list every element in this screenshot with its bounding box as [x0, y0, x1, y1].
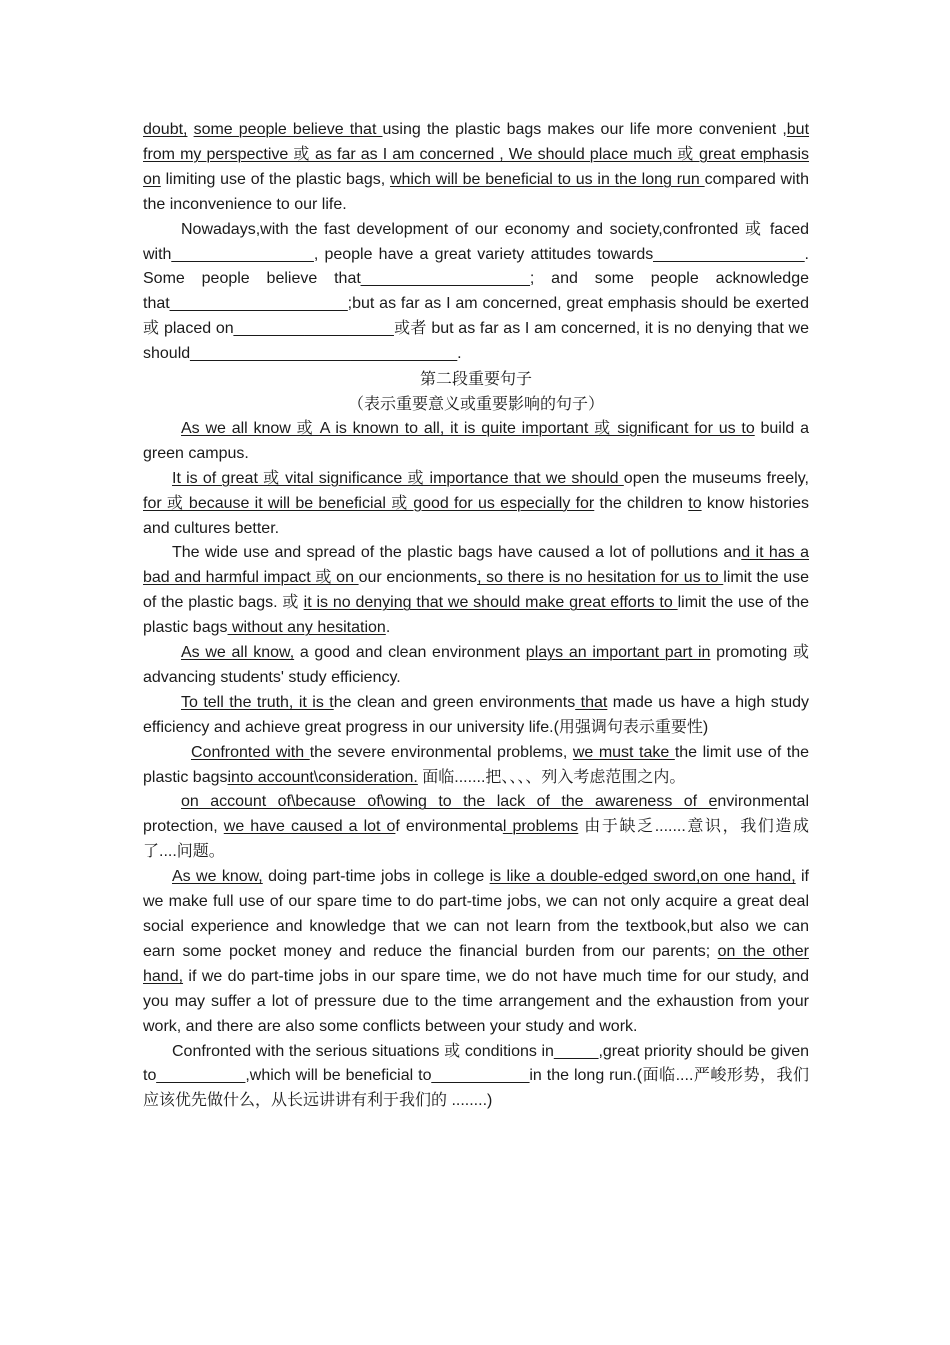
phrase: As we all know 或 A is known to all, it is quite important 或 significant for us to	[181, 419, 755, 437]
paragraph-1	[143, 118, 809, 218]
text: our encionments	[358, 569, 478, 587]
text: open the museums freely,	[623, 469, 809, 487]
paragraph-10	[143, 865, 809, 1039]
phrase: which will be beneficial to us in the long run	[389, 170, 705, 188]
text: compared with the inconvenience to our life.	[143, 170, 810, 213]
text: he clean and green environments	[333, 693, 576, 711]
phrase: , so there is no hesitation for us to	[477, 569, 724, 587]
phrase: Confronted with	[191, 743, 310, 761]
phrase: for 或 because it will be beneficial 或 good for us especially for	[143, 494, 595, 512]
document-page	[143, 118, 809, 1114]
section-heading: 第二段重要句子	[419, 369, 532, 389]
phrase: on the other hand,	[143, 942, 809, 985]
paragraph-8	[143, 741, 809, 791]
paragraph-5	[143, 541, 809, 641]
text: know histories and cultures better.	[143, 494, 809, 537]
text: limit the use of the plastic bags. 或	[143, 569, 809, 612]
paragraph-3	[143, 417, 809, 467]
phrase: without any hesitation	[227, 619, 386, 637]
text: 由于缺乏.......意识，我们造成了....问题。	[143, 818, 809, 861]
text: if we make full use of our spare time to do part-time jobs, we can not only acquire a great deal social experience and knowledge that we can not learn from the textbook,but also we can earn some pocket money and reduce the financial burden from our parents;	[143, 868, 810, 960]
text: if we do part-time jobs in our spare time, we do not have much time for our study, and you may suffer a lot of pressure due to the time arrangement and the exhaustion from your work, and there are also some conflicts between your study and work.	[143, 967, 809, 1035]
phrase: It is of great 或 vital significance 或 importance that we should	[172, 469, 624, 487]
text: using the plastic bags makes our life more convenient ,	[382, 121, 787, 138]
text: made us have a high study efficiency and achieve great progress in our university life.(用强调句表示重要性)	[143, 693, 810, 736]
phrase: to	[688, 494, 702, 512]
text: f environmenta	[395, 818, 503, 836]
text: limiting use of the plastic bags,	[160, 170, 390, 188]
phrase: that	[575, 693, 608, 711]
text: 面临.......把、、、、列入考虑范围之内。	[417, 768, 686, 786]
phrase: into account\consideration.	[227, 768, 418, 786]
phrase: d it has a bad and harmful impact 或 on	[143, 544, 810, 587]
section-subheading: （表示重要意义或重要影响的句子）	[347, 393, 604, 413]
text: The wide use and spread of the plastic bags have caused a lot of pollutions an	[172, 544, 742, 562]
text: the severe environmental problems,	[309, 743, 573, 761]
phrase: it is no denying that we should make great efforts to	[303, 594, 678, 612]
phrase: we must take	[572, 743, 675, 761]
phrase: is like a double-edged sword,on one hand,	[489, 868, 796, 886]
phrase: doubt,	[143, 121, 188, 138]
paragraph-7	[143, 691, 809, 741]
phrase: To tell the truth, it is t	[181, 693, 334, 711]
phrase: some people believe that	[193, 121, 383, 138]
text: the children	[594, 494, 689, 512]
phrase: l problems	[502, 818, 579, 836]
phrase: but from my perspective 或 as far as I am concerned , We should place much 或 great emphasis on	[143, 121, 810, 188]
phrase: As we all know,	[181, 644, 295, 662]
phrase: we have caused a lot o	[223, 818, 396, 836]
text: a good and clean environment	[294, 644, 526, 662]
text: nvironmental protection,	[143, 793, 809, 836]
paragraph-6	[143, 641, 809, 691]
paragraph-4	[143, 467, 809, 542]
phrase: plays an important part in	[525, 644, 711, 662]
text: build a green campus.	[143, 419, 809, 462]
phrase: on account of\because of\owing to the lack of the awareness of e	[181, 793, 718, 811]
paragraph-9	[143, 790, 809, 865]
text: promoting 或 advancing students' study efficiency.	[143, 644, 809, 686]
phrase: As we know,	[172, 868, 263, 886]
text: .	[385, 619, 391, 637]
text: the limit use of the plastic bags	[143, 743, 810, 786]
paragraph-2: Nowadays,with the fast development of our economy and society,confronted 或 faced with________________, people have a great variety attitudes towards_________________. Some people believe that___________________; and some people acknowledge that____________________;but as far as I am concerned, great emphasis should be exerted 或 placed on__________________或者 but as far as I am concerned, it is no denying that we should______________________________.	[143, 220, 809, 363]
text: limit the use of the plastic bags	[143, 594, 810, 637]
text: doing part-time jobs in college	[262, 868, 490, 886]
paragraph-11: Confronted with the serious situations 或 conditions in_____,great priority should be given to__________,which will be beneficial to___________in the long run.(面临....严峻形势，我们应该优先做什么，从长远讲讲有利于我们的 ........)	[143, 1042, 809, 1110]
